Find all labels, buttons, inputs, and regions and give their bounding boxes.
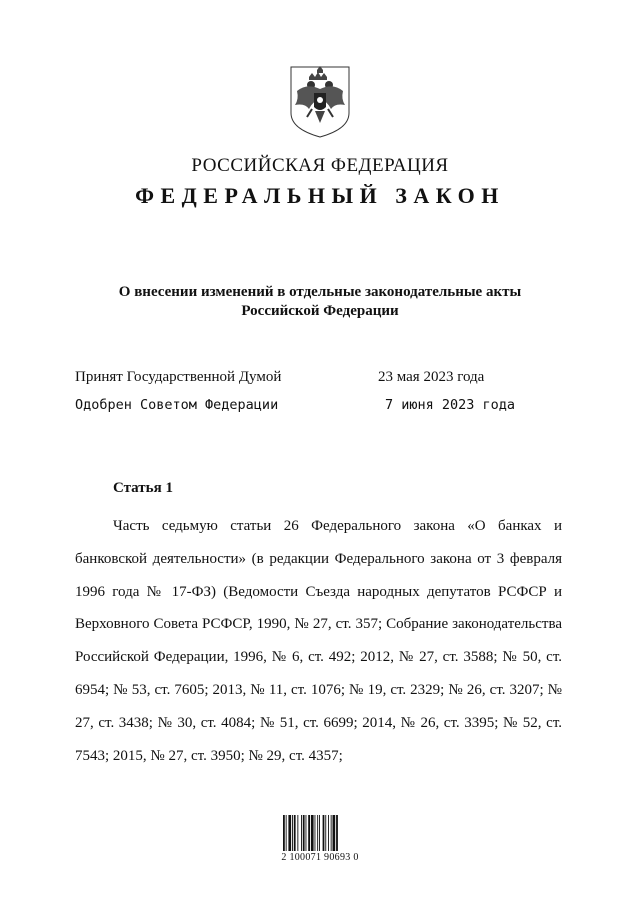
duma-label: Принят Государственной Думой [75,369,282,385]
document-type: ФЕДЕРАЛЬНЫЙ ЗАКОН [135,183,505,208]
law-title-line-1: О внесении изменений в отдельные законодательные акты [118,284,522,300]
law-title-line-2: Российской Федерации [241,303,399,319]
council-label: Одобрен Советом Федерации [75,397,279,413]
article-heading: Статья 1 [113,480,173,496]
duma-date: 23 мая 2023 года [378,369,485,385]
country-name: РОССИЙСКАЯ ФЕДЕРАЦИЯ [191,155,449,176]
article-text: Часть седьмую статьи 26 Федерального закона «О банках и банковской деятельности» (в редакции Федерального закона от 3 февраля 1996 года № 17-ФЗ) (Ведомости Съезда народных депутатов РСФСР и Верховного Совета РСФСР, 1990, № 27, ст. 357; Собрание законодательства Российской Федерации, 1996, № 6, ст. 492; 2012, № 27, ст. 3588; № 50, ст. 6954; № 53, ст. 7605; 2013, № 11, ст. 1076; № 19, ст. 2329; № 26, ст. 3207; № 27, ст. 3438; № 30, ст. 4084; № 51, ст. 6699; 2014, № 26, ст. 3395; № 52, ст. 7543; 2015, № 27, ст. 3950; № 29, ст. 4357; [75,518,562,764]
russian-coat-of-arms-icon [287,63,353,139]
council-date: 7 июня 2023 года [385,397,516,413]
barcode-icon [283,815,355,851]
law-title [100,283,540,321]
barcode-number: 2 100071 90693 0 [281,852,359,863]
